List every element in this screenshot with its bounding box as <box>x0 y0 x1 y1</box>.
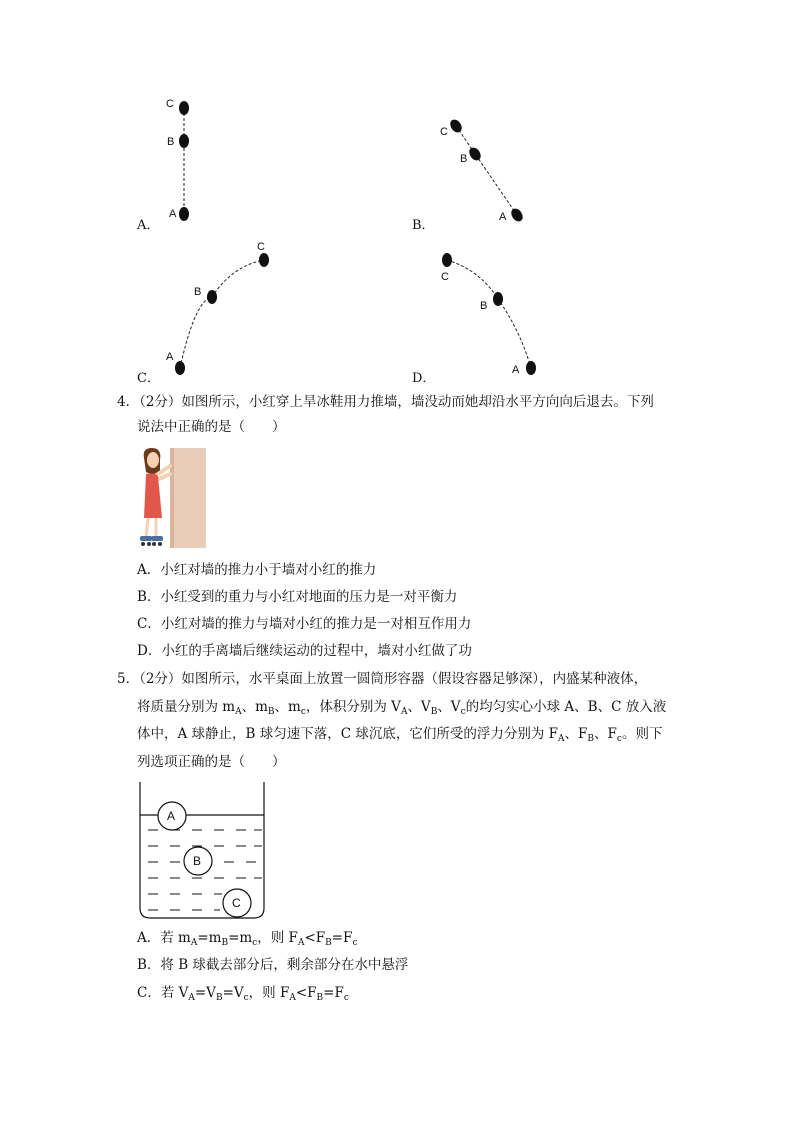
point-b <box>207 290 217 304</box>
label-c: C <box>440 126 448 138</box>
q4-option-b[interactable]: B．小红受到的重力与小红对地面的压力是一对平衡力 <box>137 589 458 605</box>
q5-option-a[interactable]: A．若 $m_A=m_B=m_c$，则 $F_A<F_B=F_c$ <box>137 930 358 948</box>
point-b <box>179 134 189 148</box>
q5-stem-line1: 5．（2分）如图所示，水平桌面上放置一圆筒形容器（假设容器足够深），内盛某种液体， <box>117 671 648 687</box>
point-a <box>175 361 185 375</box>
q5-stem-line3: 体中，A 球静止，B 球匀速下落，C 球沉底，它们所受的浮力分别为 $F_A$、$F_B$、$F_c$。则下 <box>137 726 663 744</box>
point-b <box>467 145 483 162</box>
q3-option-c-letter[interactable]: C． <box>137 371 160 386</box>
label-b: B <box>167 136 175 148</box>
label-b: B <box>194 286 202 298</box>
q3-option-d-letter[interactable]: D． <box>412 371 436 386</box>
point-a <box>526 361 536 375</box>
point-c <box>442 253 452 267</box>
point-c <box>179 101 189 115</box>
q4-option-a[interactable]: A．小红对墙的推力小于墙对小红的推力 <box>137 562 377 578</box>
q3-option-a-letter[interactable]: A． <box>137 218 160 233</box>
label-c: C <box>441 271 449 283</box>
girl-pushing-wall-illustration <box>136 446 208 550</box>
label-c: C <box>257 241 265 253</box>
q5-stem-line2: 将质量分别为 $m_A$、$m_B$、$m_c$，体积分别为 $V_A$、$V_B$、$V_c$的均匀实心小球 A、B、C 放入液 <box>137 699 667 717</box>
label-b: B <box>460 153 468 165</box>
point-c <box>448 117 464 134</box>
point-a <box>179 207 189 221</box>
q5-option-c[interactable]: C．若 $V_A=V_B=V_c$，则 $F_A<F_B=F_c$ <box>137 985 349 1003</box>
q4-stem-line2: 说法中正确的是（ ） <box>137 419 286 435</box>
label-a: A <box>512 364 520 376</box>
label-a: A <box>169 208 177 220</box>
label-b: B <box>480 300 488 312</box>
label-a: A <box>499 211 507 223</box>
label-c: C <box>166 98 174 110</box>
point-a <box>509 206 525 223</box>
q3-option-d-diagram <box>442 253 536 375</box>
ball-b-label: B <box>193 854 202 868</box>
q3-option-b-diagram <box>448 117 525 223</box>
q5-stem-line4: 列选项正确的是（ ） <box>137 754 286 770</box>
q5-option-b[interactable]: B．将 B 球截去部分后，剩余部分在水中悬浮 <box>137 957 409 973</box>
q3-option-a-diagram <box>179 101 189 221</box>
label-a: A <box>166 351 174 363</box>
point-c <box>259 253 269 267</box>
point-b <box>493 292 503 306</box>
q4-stem-line1: 4．（2分）如图所示，小红穿上旱冰鞋用力推墙，墙没动而她却沿水平方向向后退去。下列 <box>117 394 654 410</box>
q4-option-c[interactable]: C．小红对墙的推力与墙对小红的推力是一对相互作用力 <box>137 616 472 632</box>
ball-a-label: A <box>167 809 176 823</box>
q3-option-b-letter[interactable]: B． <box>412 218 435 233</box>
q3-diagrams <box>0 0 794 390</box>
q4-option-d[interactable]: D．小红的手离墙后继续运动的过程中，墙对小红做了功 <box>137 643 472 659</box>
ball-c-label: C <box>232 896 241 910</box>
container-diagram <box>134 780 270 922</box>
q3-option-c-diagram <box>175 253 269 375</box>
